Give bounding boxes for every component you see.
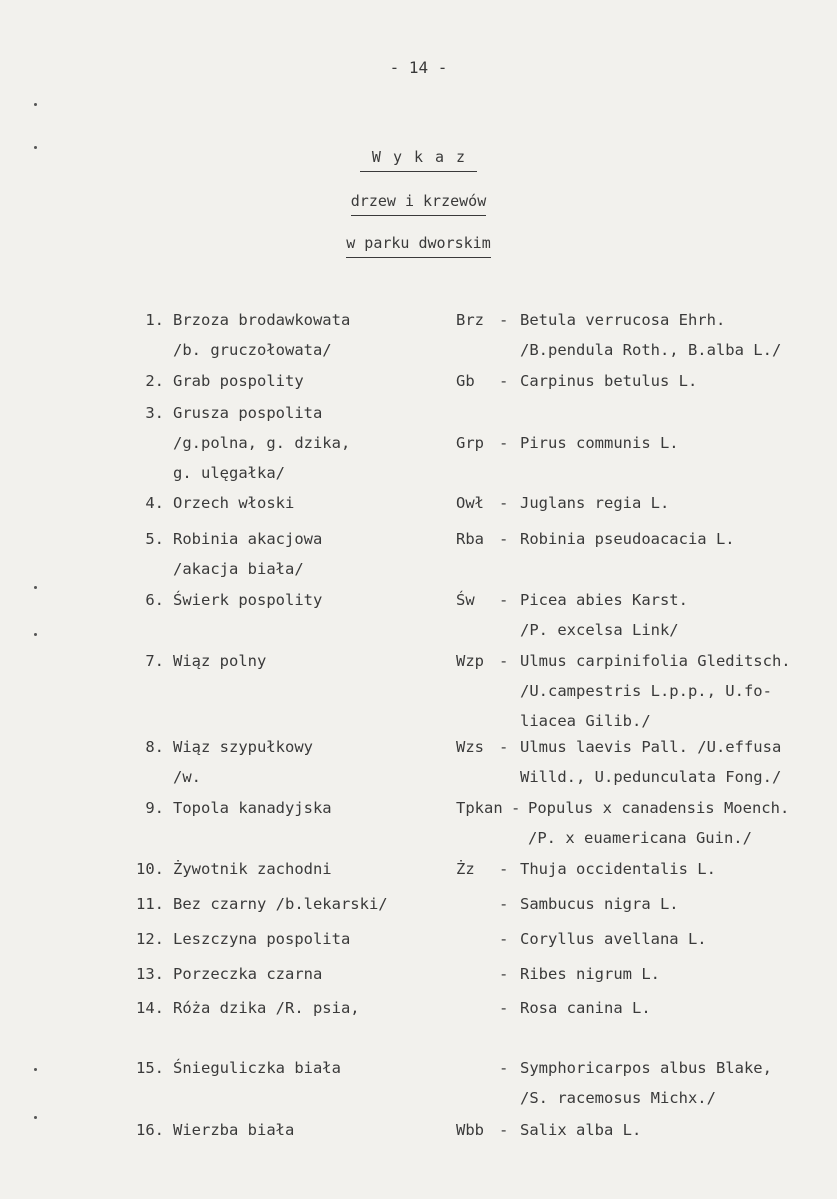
latin-name: Sambucus nigra L.: [520, 895, 679, 913]
polish-name: Śnieguliczka biała: [173, 1059, 341, 1077]
polish-name: Grab pospolity: [173, 372, 304, 390]
subtitle-2: [0, 234, 837, 258]
entry-number: 10.: [136, 860, 164, 878]
latin-name: Coryllus avellana L.: [520, 930, 707, 948]
title: [0, 148, 837, 172]
abbreviation: Św: [456, 591, 475, 609]
dash-separator: -: [499, 434, 509, 452]
latin-name: Ulmus laevis Pall. /U.effusa: [520, 738, 782, 756]
dash-separator: -: [499, 494, 509, 512]
entry-number: 16.: [136, 1121, 164, 1139]
polish-name: /w.: [173, 768, 201, 786]
entry-number: 12.: [136, 930, 164, 948]
entry-number: 5.: [145, 530, 164, 548]
scan-speck: [34, 1068, 37, 1071]
polish-name: /akacja biała/: [173, 560, 304, 578]
dash-separator: -: [499, 999, 509, 1017]
polish-name: Wiąz szypułkowy: [173, 738, 313, 756]
polish-name: Orzech włoski: [173, 494, 295, 512]
polish-name: /b. gruczołowata/: [173, 341, 332, 359]
polish-name: Grusza pospolita: [173, 404, 323, 422]
entry-number: 4.: [145, 494, 164, 512]
latin-name: Thuja occidentalis L.: [520, 860, 716, 878]
abbreviation: Tpkan: [456, 799, 503, 817]
dash-separator: -: [499, 895, 509, 913]
abbreviation: Owł: [456, 494, 484, 512]
latin-name: Carpinus betulus L.: [520, 372, 698, 390]
latin-name: Betula verrucosa Ehrh.: [520, 311, 726, 329]
dash-separator: -: [499, 930, 509, 948]
polish-name: Topola kanadyjska: [173, 799, 332, 817]
subtitle-1-text: drzew i krzewów: [351, 192, 486, 216]
dash-separator: -: [499, 965, 509, 983]
latin-name: Pirus communis L.: [520, 434, 679, 452]
latin-name: Robinia pseudoacacia L.: [520, 530, 735, 548]
polish-name: Robinia akacjowa: [173, 530, 323, 548]
abbreviation: Grp: [456, 434, 484, 452]
dash-separator: -: [499, 591, 509, 609]
abbreviation: Wbb: [456, 1121, 484, 1139]
polish-name: Leszczyna pospolita: [173, 930, 351, 948]
entry-number: 2.: [145, 372, 164, 390]
title-text: Wykaz: [360, 148, 477, 172]
entry-number: 15.: [136, 1059, 164, 1077]
dash-separator: -: [511, 799, 521, 817]
latin-name: /P. excelsa Link/: [520, 621, 679, 639]
dash-separator: -: [499, 1121, 509, 1139]
polish-name: Żywotnik zachodni: [173, 860, 332, 878]
abbreviation: Brz: [456, 311, 484, 329]
dash-separator: -: [499, 311, 509, 329]
dash-separator: -: [499, 530, 509, 548]
polish-name: Świerk pospolity: [173, 591, 323, 609]
entry-number: 11.: [136, 895, 164, 913]
scan-speck: [34, 103, 37, 106]
latin-name: /S. racemosus Michx./: [520, 1089, 716, 1107]
abbreviation: Wzp: [456, 652, 484, 670]
latin-name: Ulmus carpinifolia Gleditsch.: [520, 652, 791, 670]
subtitle-2-text: w parku dworskim: [346, 234, 491, 258]
entry-number: 14.: [136, 999, 164, 1017]
entry-number: 8.: [145, 738, 164, 756]
dash-separator: -: [499, 1059, 509, 1077]
polish-name: Wiąz polny: [173, 652, 267, 670]
latin-name: Populus x canadensis Moench.: [528, 799, 790, 817]
dash-separator: -: [499, 372, 509, 390]
abbreviation: Rba: [456, 530, 484, 548]
latin-name: Willd., U.pedunculata Fong./: [520, 768, 782, 786]
entry-number: 9.: [145, 799, 164, 817]
abbreviation: Żz: [456, 860, 475, 878]
dash-separator: -: [499, 738, 509, 756]
latin-name: /P. x euamericana Guin./: [528, 829, 752, 847]
scan-speck: [34, 146, 37, 149]
polish-name: g. ulęgałka/: [173, 464, 285, 482]
polish-name: Wierzba biała: [173, 1121, 295, 1139]
polish-name: Porzeczka czarna: [173, 965, 323, 983]
entry-number: 1.: [145, 311, 164, 329]
page-number: - 14 -: [389, 58, 448, 77]
entry-number: 13.: [136, 965, 164, 983]
polish-name: Brzoza brodawkowata: [173, 311, 351, 329]
entry-number: 3.: [145, 404, 164, 422]
latin-name: Ribes nigrum L.: [520, 965, 660, 983]
latin-name: /B.pendula Roth., B.alba L./: [520, 341, 782, 359]
latin-name: Symphoricarpos albus Blake,: [520, 1059, 772, 1077]
dash-separator: -: [499, 860, 509, 878]
polish-name: Bez czarny /b.lekarski/: [173, 895, 388, 913]
entry-number: 7.: [145, 652, 164, 670]
entry-number: 6.: [145, 591, 164, 609]
abbreviation: Wzs: [456, 738, 484, 756]
latin-name: liacea Gilib./: [520, 712, 651, 730]
latin-name: Rosa canina L.: [520, 999, 651, 1017]
abbreviation: Gb: [456, 372, 475, 390]
scan-speck: [34, 633, 37, 636]
latin-name: Juglans regia L.: [520, 494, 670, 512]
subtitle-1: [0, 192, 837, 216]
dash-separator: -: [499, 652, 509, 670]
latin-name: Salix alba L.: [520, 1121, 642, 1139]
latin-name: /U.campestris L.p.p., U.fo-: [520, 682, 772, 700]
polish-name: /g.polna, g. dzika,: [173, 434, 351, 452]
polish-name: Róża dzika /R. psia,: [173, 999, 360, 1017]
scan-speck: [34, 586, 37, 589]
latin-name: Picea abies Karst.: [520, 591, 688, 609]
scan-speck: [34, 1116, 37, 1119]
